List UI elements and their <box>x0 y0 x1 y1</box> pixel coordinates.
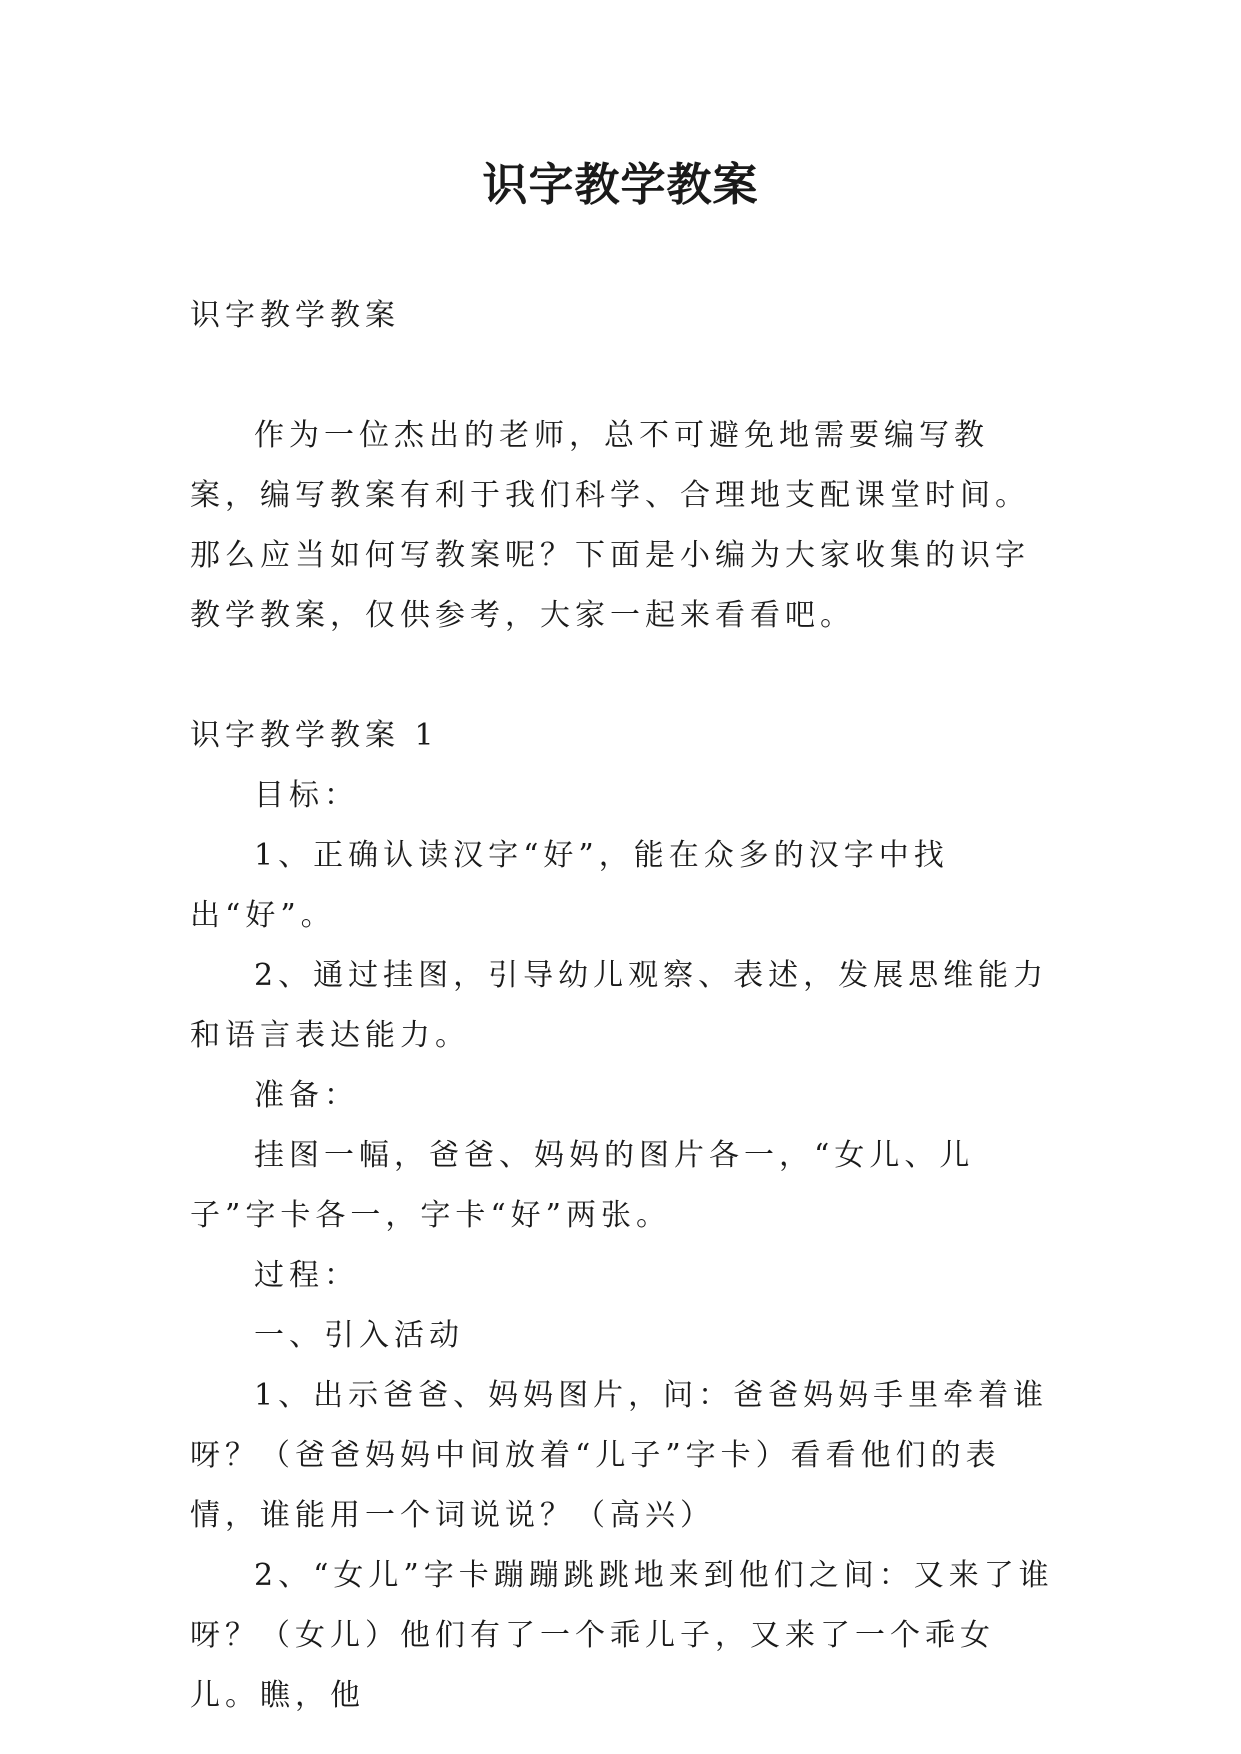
paragraph-prep-content: 挂图一幅，爸爸、妈妈的图片各一，“女儿、儿子”字卡各一，字卡“好”两张。 <box>190 1138 975 1233</box>
paragraph-goal-2: 2、通过挂图，引导幼儿观察、表述，发展思维能力和语言表达能力。 <box>190 958 1049 1053</box>
paragraph-activity-1: 1、出示爸爸、妈妈图片，问：爸爸妈妈手里牵着谁呀？（爸爸妈妈中间放着“儿子”字卡）看看他们的表情，谁能用一个词说说？（高兴） <box>190 1378 1049 1533</box>
paragraph-prep-heading: 准备： <box>254 1078 359 1113</box>
section-title: 识字教学教案 1 <box>190 718 439 753</box>
intro-paragraph: 作为一位杰出的老师，总不可避免地需要编写教案，编写教案有利于我们科学、合理地支配课堂时间。那么应当如何写教案呢？下面是小编为大家收集的识字教学教案，仅供参考，大家一起来看看吧。 <box>190 418 1030 633</box>
paragraph-process-heading: 过程： <box>254 1258 359 1293</box>
paragraph-activity-2: 2、“女儿”字卡蹦蹦跳跳地来到他们之间：又来了谁呀？（女儿）他们有了一个乖儿子，又来了一个乖女儿。瞧，他 <box>190 1558 1054 1713</box>
paragraph-goal-1: 1、正确认读汉字“好”，能在众多的汉字中找出“好”。 <box>190 838 949 933</box>
document-body <box>190 286 1055 1726</box>
paragraph-goal-heading: 目标： <box>254 778 359 813</box>
document-subtitle: 识字教学教案 <box>190 298 400 333</box>
paragraph-activity-heading: 一、引入活动 <box>254 1318 464 1353</box>
document-title: 识字教学教案 <box>482 158 759 211</box>
